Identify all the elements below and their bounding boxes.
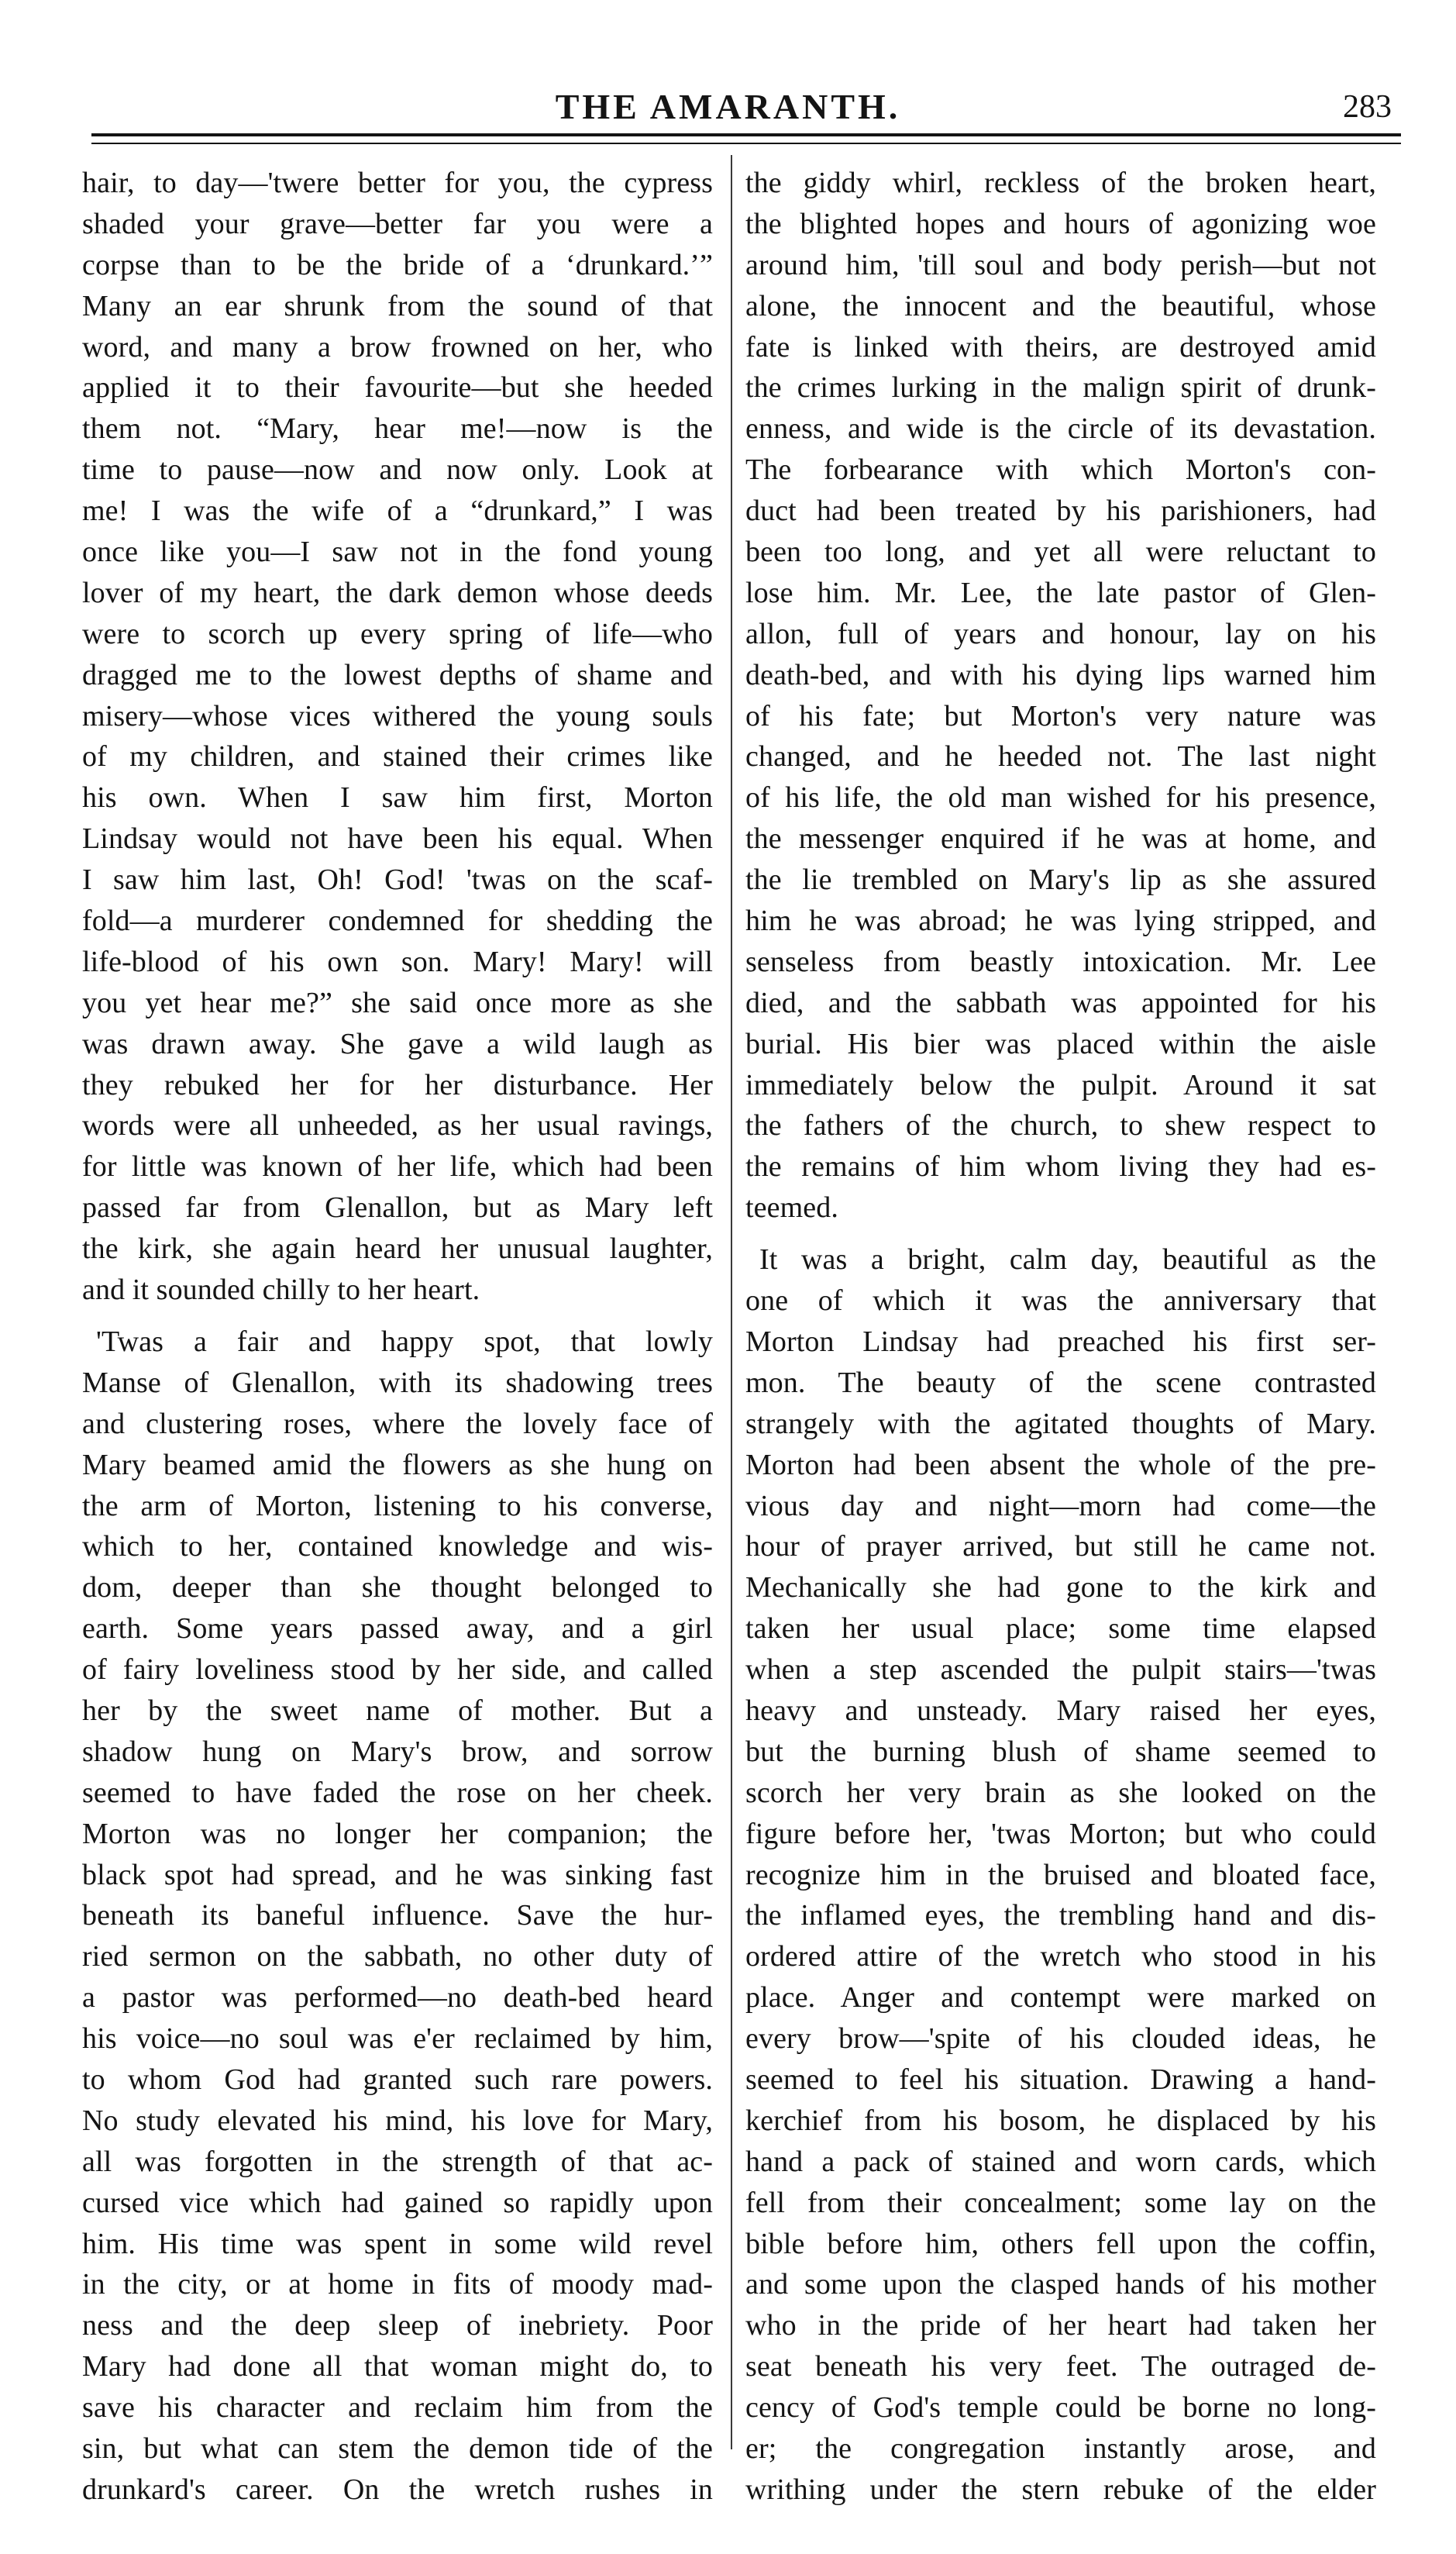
text-line: but the burning blush of shame seemed to (745, 1735, 1376, 1768)
text-line: fate is linked with theirs, are destroyed amid (745, 330, 1376, 364)
text-line: for little was known of her life, which had been (82, 1150, 713, 1184)
text-line: bible before him, others fell upon the coffin, (745, 2227, 1376, 2260)
text-line: No study elevated his mind, his love for Mary, (82, 2104, 713, 2137)
text-line: the crimes lurking in the malign spirit of drunk- (745, 371, 1376, 405)
text-line: to whom God had granted such rare powers. (82, 2063, 713, 2096)
running-title: THE AMARANTH. (555, 87, 901, 126)
text-line: they rebuked her for her disturbance. Her (82, 1068, 713, 1101)
text-line: which to her, contained knowledge and wis- (82, 1530, 713, 1563)
text-line: hand a pack of stained and worn cards, which (745, 2145, 1376, 2178)
text-line: I saw him last, Oh! God! 'twas on the scaf- (82, 863, 713, 897)
text-line: allon, full of years and honour, lay on his (745, 617, 1376, 650)
text-line: in the city, or at home in fits of moody mad- (82, 2268, 713, 2301)
text-line: Mary had done all that woman might do, to (82, 2350, 713, 2383)
text-line: earth. Some years passed away, and a girl (82, 1612, 713, 1646)
text-line: place. Anger and contempt were marked on (745, 1981, 1376, 2015)
text-line: Mary beamed amid the flowers as she hung on (82, 1448, 713, 1481)
page-number: 283 (1343, 89, 1392, 125)
text-line: his voice—no soul was e'er reclaimed by him, (82, 2022, 713, 2056)
column-divider (731, 155, 732, 2449)
text-line: his own. When I saw him first, Morton (82, 781, 713, 815)
text-line: every brow—'spite of his clouded ideas, he (745, 2022, 1376, 2056)
text-line: of his fate; but Morton's very nature was (745, 699, 1376, 732)
text-line: kerchief from his bosom, he displaced by his (745, 2104, 1376, 2137)
header-rule-thin (91, 143, 1401, 144)
text-line: drunkard's career. On the wretch rushes in (82, 2473, 713, 2506)
text-line: the fathers of the church, to shew respect to (745, 1109, 1376, 1143)
text-line: her by the sweet name of mother. But a (82, 1694, 713, 1727)
text-line: teemed. (745, 1191, 838, 1225)
text-line: time to pause—now and now only. Look at (82, 453, 713, 487)
text-line: applied it to their favourite—but she heeded (82, 371, 713, 405)
text-line: strangely with the agitated thoughts of Mary. (745, 1407, 1376, 1440)
text-line: and some upon the clasped hands of his mother (745, 2268, 1376, 2301)
text-line: the lie trembled on Mary's lip as she assured (745, 863, 1376, 897)
text-line: fell from their concealment; some lay on the (745, 2186, 1376, 2219)
text-line: hair, to day—'twere better for you, the cypress (82, 167, 713, 199)
text-line: of fairy loveliness stood by her side, and called (82, 1653, 713, 1687)
text-line: passed far from Glenallon, but as Mary left (82, 1191, 713, 1225)
text-line: died, and the sabbath was appointed for his (745, 986, 1376, 1019)
text-line: recognize him in the bruised and bloated face, (745, 1858, 1376, 1891)
text-line: er; the congregation instantly arose, and (745, 2432, 1376, 2465)
text-line: ness and the deep sleep of inebriety. Poor (82, 2309, 713, 2342)
text-line: dragged me to the lowest depths of shame and (82, 658, 713, 691)
text-line: Morton Lindsay had preached his first ser- (745, 1325, 1376, 1358)
text-line: seat beneath his very feet. The outraged de- (745, 2350, 1376, 2383)
text-line: ried sermon on the sabbath, no other duty of (82, 1940, 713, 1973)
text-line: been too long, and yet all were reluctant to (745, 536, 1376, 569)
text-line: life-blood of his own son. Mary! Mary! will (82, 945, 713, 978)
text-line: It was a bright, calm day, beautiful as the (759, 1243, 1376, 1277)
paragraph-gap (82, 1311, 713, 1322)
text-line: death-bed, and with his dying lips warned him (745, 658, 1376, 691)
text-line: the blighted hopes and hours of agonizing woe (745, 207, 1376, 240)
text-line: The forbearance with which Morton's con- (745, 453, 1376, 487)
paragraph-gap (745, 1229, 1376, 1239)
right-text-column (745, 163, 1376, 2511)
text-line: seemed to have faded the rose on her cheek. (82, 1776, 713, 1809)
text-line: word, and many a brow frowned on her, who (82, 330, 713, 364)
text-line: enness, and wide is the circle of its devastation. (745, 412, 1376, 446)
text-line: writhing under the stern rebuke of the elder (745, 2473, 1376, 2506)
text-line: Many an ear shrunk from the sound of that (82, 289, 713, 322)
text-line: senseless from beastly intoxication. Mr. Lee (745, 945, 1376, 978)
text-line: of his life, the old man wished for his presence, (745, 781, 1376, 815)
left-text-column (82, 163, 713, 2511)
text-line: shadow hung on Mary's brow, and sorrow (82, 1735, 713, 1768)
text-line: seemed to feel his situation. Drawing a hand- (745, 2063, 1376, 2096)
text-line: Morton had been absent the whole of the pre- (745, 1448, 1376, 1481)
text-line: and it sounded chilly to her heart. (82, 1274, 480, 1307)
text-line: the giddy whirl, reckless of the broken heart, (745, 167, 1376, 199)
text-line: fold—a murderer condemned for shedding the (82, 905, 713, 938)
text-line: him. His time was spent in some wild revel (82, 2227, 713, 2260)
text-line: Lindsay would not have been his equal. When (82, 822, 713, 856)
text-line: Morton was no longer her companion; the (82, 1817, 713, 1850)
text-line: when a step ascended the pulpit stairs—'twas (745, 1653, 1376, 1687)
text-line: mon. The beauty of the scene contrasted (745, 1366, 1376, 1399)
text-line: scorch her very brain as she looked on the (745, 1776, 1376, 1809)
text-line: taken her usual place; some time elapsed (745, 1612, 1376, 1646)
text-line: words were all unheeded, as her usual ravings, (82, 1109, 713, 1143)
text-line: duct had been treated by his parishioners, had (745, 495, 1376, 528)
text-line: save his character and reclaim him from the (82, 2391, 713, 2425)
text-line: misery—whose vices withered the young souls (82, 699, 713, 732)
text-line: was drawn away. She gave a wild laugh as (82, 1027, 713, 1060)
text-line: were to scorch up every spring of life—who (82, 617, 713, 650)
text-line: a pastor was performed—no death-bed heard (82, 1981, 713, 2015)
text-line: sin, but what can stem the demon tide of the (82, 2432, 713, 2465)
text-line: changed, and he heeded not. The last night (745, 740, 1376, 774)
text-line: me! I was the wife of a “drunkard,” I was (82, 495, 713, 528)
text-line: beneath its baneful influence. Save the hur- (82, 1899, 713, 1932)
text-line: immediately below the pulpit. Around it sat (745, 1068, 1376, 1101)
text-line: alone, the innocent and the beautiful, whose (745, 289, 1376, 322)
text-line: you yet hear me?” she said once more as she (82, 986, 713, 1019)
text-line: ordered attire of the wretch who stood in his (745, 1940, 1376, 1973)
text-line: heavy and unsteady. Mary raised her eyes, (745, 1694, 1376, 1727)
text-line: the inflamed eyes, the trembling hand and dis- (745, 1899, 1376, 1932)
text-line: corpse than to be the bride of a ‘drunkard.’” (82, 248, 713, 281)
header-rule-thick (91, 133, 1401, 136)
text-line: who in the pride of her heart had taken her (745, 2309, 1376, 2342)
text-line: lose him. Mr. Lee, the late pastor of Glen- (745, 576, 1376, 609)
text-line: of my children, and stained their crimes like (82, 740, 713, 774)
text-line: cursed vice which had gained so rapidly upon (82, 2186, 713, 2219)
text-line: the kirk, she again heard her unusual laughter, (82, 1232, 713, 1266)
text-line: figure before her, 'twas Morton; but who could (745, 1817, 1376, 1850)
text-line: them not. “Mary, hear me!—now is the (82, 412, 713, 446)
text-line: around him, 'till soul and body perish—but not (745, 248, 1376, 281)
text-line: burial. His bier was placed within the aisle (745, 1027, 1376, 1060)
text-line: one of which it was the anniversary that (745, 1284, 1376, 1318)
text-line: and clustering roses, where the lovely face of (82, 1407, 713, 1440)
text-line: 'Twas a fair and happy spot, that lowly (96, 1325, 713, 1358)
text-line: the arm of Morton, listening to his converse, (82, 1489, 713, 1522)
text-line: cency of God's temple could be borne no long- (745, 2391, 1376, 2425)
text-line: Mechanically she had gone to the kirk and (745, 1571, 1376, 1604)
text-line: dom, deeper than she thought belonged to (82, 1571, 713, 1604)
text-line: the remains of him whom living they had es- (745, 1150, 1376, 1184)
text-line: all was forgotten in the strength of that ac- (82, 2145, 713, 2178)
text-line: once like you—I saw not in the fond young (82, 536, 713, 569)
text-line: the messenger enquired if he was at home, and (745, 822, 1376, 856)
text-line: black spot had spread, and he was sinking fast (82, 1858, 713, 1891)
text-line: Manse of Glenallon, with its shadowing trees (82, 1366, 713, 1399)
text-line: hour of prayer arrived, but still he came not. (745, 1530, 1376, 1563)
running-head (0, 84, 1456, 130)
text-line: him he was abroad; he was lying stripped, and (745, 905, 1376, 938)
text-line: lover of my heart, the dark demon whose deeds (82, 576, 713, 609)
text-line: shaded your grave—better far you were a (82, 207, 713, 240)
text-line: vious day and night—morn had come—the (745, 1489, 1376, 1522)
